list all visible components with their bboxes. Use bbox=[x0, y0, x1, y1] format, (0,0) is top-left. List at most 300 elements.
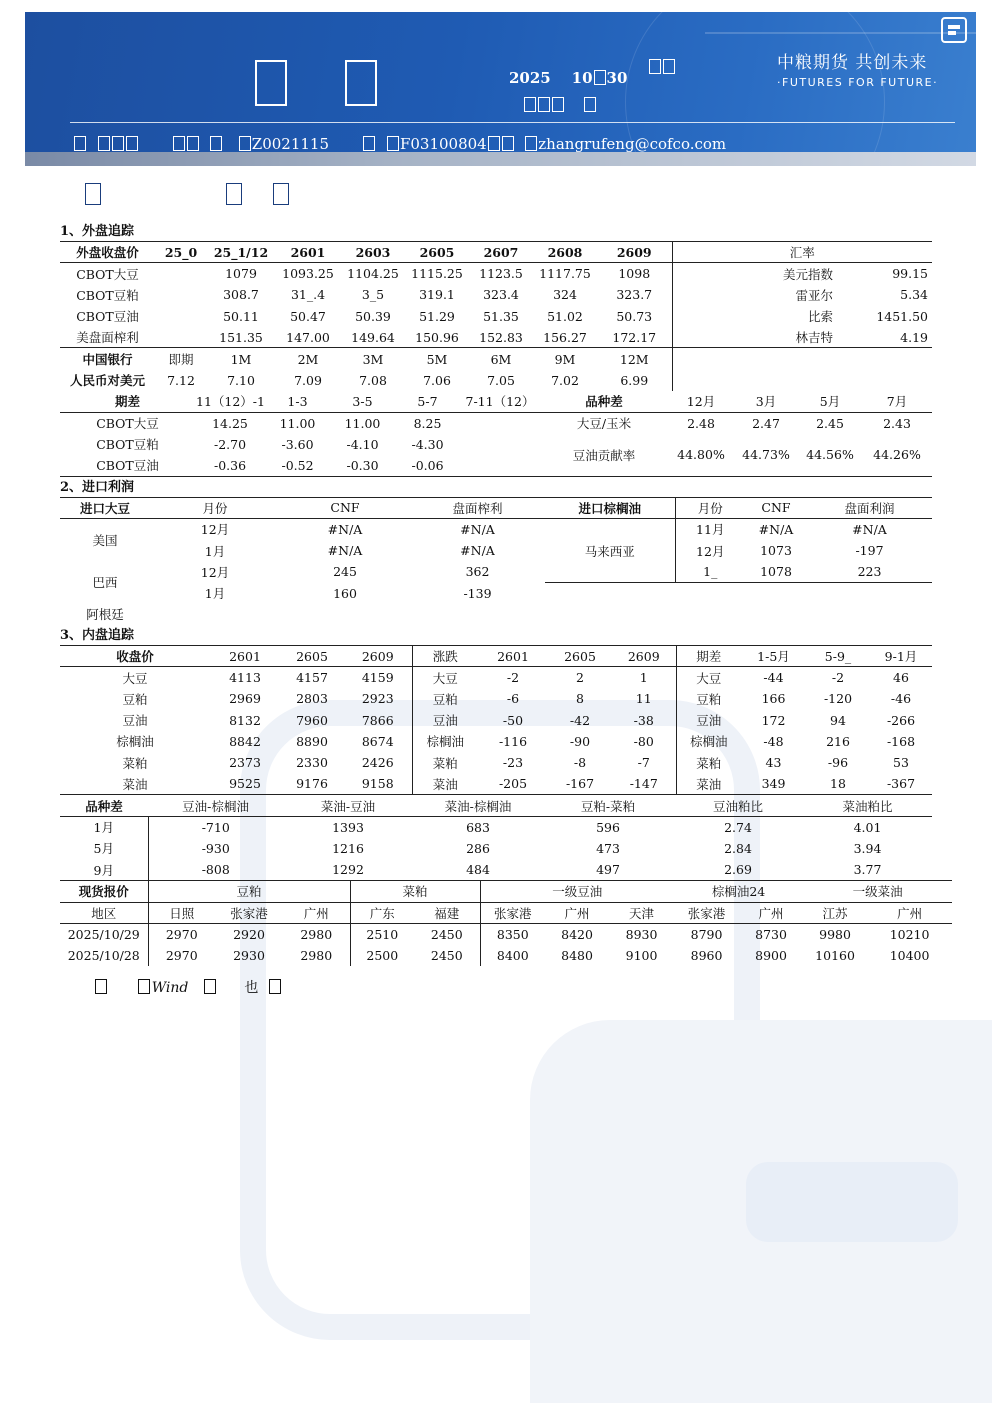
value-cell: #N/A bbox=[327, 543, 363, 558]
table-row bbox=[60, 561, 932, 582]
row-label-cell: CBOT豆油 bbox=[60, 455, 195, 476]
section-title-external: 1、外盘追踪 bbox=[60, 224, 135, 239]
row-label-cell: 豆粕 bbox=[122, 691, 148, 707]
table-row bbox=[60, 902, 952, 923]
header-divider bbox=[70, 122, 955, 123]
column-header-cell: 即期 bbox=[168, 352, 194, 368]
value-cell: -48 bbox=[763, 733, 784, 749]
column-header-cell: 菜油粕比 bbox=[803, 795, 932, 816]
qualification-number: Z0021115 bbox=[251, 135, 330, 152]
column-header-cell: 菜油-棕榈油 bbox=[413, 795, 543, 816]
value-cell: -96 bbox=[827, 755, 849, 771]
value-cell: #N/A bbox=[460, 521, 495, 537]
row-label-cell: CBOT豆粕 bbox=[76, 287, 139, 303]
column-header-cell: 3月 bbox=[734, 391, 798, 412]
value-cell: 1104.25 bbox=[347, 266, 399, 282]
row-label-cell: CBOT大豆 bbox=[96, 416, 159, 432]
value-cell: 1123.5 bbox=[479, 266, 523, 282]
fx-label-cell: 林吉特 bbox=[672, 327, 837, 348]
value-cell: -2.70 bbox=[213, 436, 247, 452]
value-cell: 7.06 bbox=[423, 372, 451, 388]
value-cell: 53 bbox=[893, 755, 909, 771]
value-cell: -139 bbox=[463, 585, 492, 601]
variety-spread-table bbox=[60, 795, 932, 880]
column-header-cell: 期差 bbox=[676, 646, 741, 667]
row-label-cell: 大豆 bbox=[122, 670, 148, 686]
value-cell: 1115.25 bbox=[411, 266, 463, 282]
column-header-cell: 广州 bbox=[867, 902, 952, 923]
column-header-cell: 涨跌 bbox=[412, 646, 478, 667]
value-cell: 473 bbox=[596, 840, 620, 856]
row-label-cell: 棕榈油 bbox=[412, 731, 478, 752]
table-row bbox=[60, 305, 932, 326]
column-header-cell: 广东 bbox=[350, 902, 414, 923]
value-cell: 1079 bbox=[225, 266, 257, 282]
value-cell: -808 bbox=[148, 859, 283, 880]
column-header-cell: 3-5 bbox=[330, 391, 395, 412]
value-cell: -42 bbox=[569, 712, 591, 728]
value-cell: 2.48 bbox=[687, 415, 715, 431]
table-row bbox=[60, 327, 932, 348]
country-cell: 巴西 bbox=[92, 575, 118, 591]
section-title-import: 2、进口利润 bbox=[60, 479, 135, 495]
table-row bbox=[60, 646, 932, 667]
report-content bbox=[60, 222, 932, 966]
column-header-cell: 收盘价 bbox=[60, 646, 210, 667]
value-cell: 166 bbox=[761, 691, 786, 707]
column-header-cell: 张家港 bbox=[480, 902, 545, 923]
value-cell: 14.25 bbox=[212, 415, 248, 431]
column-header-cell: 地区 bbox=[60, 902, 148, 923]
row-label-cell: 菜粕 bbox=[676, 752, 741, 773]
row-label-cell: 大豆 bbox=[676, 667, 741, 688]
country-cell: 阿根廷 bbox=[86, 607, 124, 623]
value-cell: 8900 bbox=[755, 947, 787, 963]
column-header-cell: 广州 bbox=[545, 902, 609, 923]
value-cell: 8790 bbox=[690, 926, 723, 942]
value-cell: 11.00 bbox=[279, 415, 316, 431]
column-header-cell: CNF bbox=[280, 497, 410, 518]
row-label-cell: CBOT豆油 bbox=[76, 309, 139, 325]
value-cell: 160 bbox=[333, 585, 357, 601]
value-cell: 7866 bbox=[361, 712, 394, 728]
value-cell: 3.77 bbox=[853, 862, 882, 878]
column-header-cell: 7-11（12） bbox=[460, 391, 540, 412]
value-cell bbox=[280, 604, 410, 625]
fx-label-cell: 美元指数 bbox=[672, 263, 837, 284]
row-label-cell: CBOT大豆 bbox=[76, 266, 139, 282]
value-cell: -0.30 bbox=[330, 455, 395, 476]
column-header-cell: 3M bbox=[362, 351, 384, 367]
column-header-cell: 2609 bbox=[612, 646, 676, 667]
value-cell: -3.60 bbox=[281, 436, 314, 452]
value-cell: 31_.4 bbox=[290, 287, 326, 303]
value-cell: 323.7 bbox=[616, 287, 653, 303]
value-cell: 2.45 bbox=[816, 415, 844, 431]
value-cell: 150.96 bbox=[405, 327, 469, 348]
column-header-cell: 11（12）-1 bbox=[195, 391, 265, 412]
value-cell: 2.84 bbox=[724, 840, 752, 856]
value-cell: 596 bbox=[596, 819, 620, 835]
value-cell: 216 bbox=[826, 733, 850, 749]
column-header-cell: 5月 bbox=[798, 391, 862, 412]
value-cell: 2803 bbox=[296, 691, 328, 707]
value-cell: 2330 bbox=[296, 755, 328, 771]
value-cell: -38 bbox=[633, 712, 654, 728]
row-label-cell: 菜粕 bbox=[412, 752, 478, 773]
value-cell: 8420 bbox=[561, 926, 593, 942]
value-cell: 172 bbox=[761, 712, 786, 728]
column-header-cell: 现货报价 bbox=[60, 881, 148, 902]
value-cell: 50.73 bbox=[616, 308, 653, 324]
column-header-cell: 25_0 bbox=[155, 242, 207, 263]
table-cell bbox=[545, 561, 675, 582]
value-cell: 2980 bbox=[300, 926, 333, 942]
value-cell: 18 bbox=[806, 773, 870, 794]
row-label-cell: 棕榈油 bbox=[676, 731, 741, 752]
value-cell: 12月 bbox=[200, 522, 230, 538]
column-header-cell: 9M bbox=[554, 351, 576, 367]
fx-value-cell: 99.15 bbox=[892, 266, 929, 282]
value-cell: 156.27 bbox=[533, 327, 597, 348]
value-cell: 8.25 bbox=[413, 415, 442, 431]
value-cell: 7.10 bbox=[227, 372, 255, 388]
value-cell: 12月 bbox=[200, 564, 230, 580]
column-header-cell: 1-3 bbox=[265, 391, 330, 412]
row-label-cell: 美盘面榨利 bbox=[60, 327, 155, 348]
column-header-cell: 1-5月 bbox=[741, 646, 806, 667]
value-cell: 1月 bbox=[204, 586, 226, 602]
table-row bbox=[60, 731, 932, 752]
table-row bbox=[60, 923, 952, 944]
value-cell bbox=[155, 263, 207, 284]
value-cell: 286 bbox=[466, 840, 490, 856]
spread-variety-table bbox=[60, 391, 932, 477]
column-group-header: 一级豆油 bbox=[480, 881, 674, 902]
row-label-cell: 豆粕 bbox=[412, 688, 478, 709]
value-cell bbox=[155, 284, 207, 305]
value-cell bbox=[460, 434, 540, 455]
title-glyph-box-2 bbox=[345, 60, 377, 106]
value-cell: 50.47 bbox=[290, 308, 326, 324]
import-profit-table bbox=[60, 497, 932, 625]
value-cell bbox=[460, 455, 540, 476]
data-source-note: Wind 也 bbox=[93, 977, 283, 997]
table-row bbox=[60, 795, 932, 816]
value-cell: 7.08 bbox=[359, 372, 387, 388]
column-header-cell: 12M bbox=[619, 351, 649, 367]
date-cell: 2025/10/29 bbox=[67, 926, 140, 942]
column-header-cell: 江苏 bbox=[803, 902, 867, 923]
table-row bbox=[60, 773, 932, 794]
fx-header-cell: 汇率 bbox=[672, 242, 932, 263]
column-group-header: 菜粕 bbox=[350, 881, 480, 902]
row-label-cell: 大豆/玉米 bbox=[576, 416, 632, 432]
value-cell: 2.69 bbox=[724, 862, 752, 878]
value-cell: -8 bbox=[573, 755, 587, 771]
column-header-cell: 2605 bbox=[548, 646, 612, 667]
column-header-cell: 福建 bbox=[414, 902, 480, 923]
value-cell: -710 bbox=[148, 816, 283, 837]
value-cell: 7.12 bbox=[167, 372, 195, 388]
column-header-cell: 张家港 bbox=[674, 902, 739, 923]
value-cell: 9980 bbox=[819, 926, 851, 942]
fx-value-cell: 5.34 bbox=[900, 287, 929, 303]
value-cell: #N/A bbox=[460, 543, 495, 558]
value-cell: 51.29 bbox=[419, 308, 455, 324]
column-header-cell: 2605 bbox=[405, 242, 469, 263]
column-header-cell: 2603 bbox=[341, 242, 405, 263]
column-group-header: 豆粕 bbox=[148, 881, 350, 902]
row-label-cell: 豆粕 bbox=[676, 688, 741, 709]
value-cell: 319.1 bbox=[419, 287, 455, 303]
banner-shadow-strip bbox=[25, 152, 976, 166]
value-cell: 4.01 bbox=[853, 819, 882, 835]
value-cell: 1093.25 bbox=[282, 266, 334, 282]
value-cell: 11.00 bbox=[344, 415, 381, 431]
column-header-cell: 2601 bbox=[478, 646, 548, 667]
table-row bbox=[60, 391, 932, 412]
table-row bbox=[60, 752, 932, 773]
column-header-cell: 2601 bbox=[210, 646, 280, 667]
table-row bbox=[60, 881, 952, 902]
value-cell: 9158 bbox=[344, 773, 412, 794]
value-cell: -266 bbox=[886, 712, 916, 728]
table-cell bbox=[545, 582, 932, 603]
value-cell bbox=[150, 604, 280, 625]
table-row bbox=[60, 519, 932, 540]
column-header-cell: 中国银行 bbox=[82, 352, 133, 368]
table-row bbox=[60, 370, 932, 391]
value-cell: 2.74 bbox=[724, 819, 752, 835]
row-label-cell: 1月 bbox=[93, 820, 114, 836]
value-cell: -23 bbox=[502, 755, 524, 771]
value-cell: 2.43 bbox=[883, 415, 911, 431]
fx-label-cell: 雷亚尔 bbox=[672, 284, 837, 305]
value-cell: -205 bbox=[478, 773, 548, 794]
value-cell: 2980 bbox=[300, 947, 333, 963]
country-cell: 美国 bbox=[92, 533, 118, 549]
column-header-cell: 25_1/12 bbox=[207, 242, 275, 263]
value-cell: 94 bbox=[830, 712, 846, 728]
column-header-cell: 广州 bbox=[739, 902, 803, 923]
value-cell: -168 bbox=[886, 733, 916, 749]
value-cell bbox=[460, 412, 540, 433]
row-label-cell: 5月 bbox=[93, 841, 114, 857]
value-cell: 497 bbox=[596, 862, 620, 878]
value-cell: -197 bbox=[855, 543, 884, 558]
value-cell: 2450 bbox=[430, 926, 463, 942]
section-title-domestic: 3、内盘追踪 bbox=[60, 628, 135, 644]
value-cell: 8730 bbox=[755, 926, 787, 942]
value-cell: 2970 bbox=[148, 945, 215, 966]
value-cell: #N/A bbox=[327, 521, 363, 537]
value-cell: 2426 bbox=[361, 755, 394, 771]
value-cell: 8400 bbox=[480, 945, 545, 966]
value-cell: -116 bbox=[498, 733, 528, 749]
practice-number: F03100804 bbox=[399, 135, 487, 152]
fx-label-cell: 比索 bbox=[672, 305, 837, 326]
column-header-cell: 6M bbox=[490, 351, 512, 367]
row-label-cell: 大豆 bbox=[412, 667, 478, 688]
value-cell: 1073 bbox=[760, 543, 792, 558]
value-cell: 2450 bbox=[430, 947, 463, 963]
row-label-cell: 豆油 bbox=[676, 709, 741, 730]
value-cell: 3_5 bbox=[361, 287, 385, 303]
value-cell: 484 bbox=[466, 862, 490, 878]
value-cell: 2500 bbox=[350, 945, 414, 966]
value-cell: 308.7 bbox=[223, 287, 259, 303]
value-cell: -0.06 bbox=[395, 455, 460, 476]
value-cell: 1292 bbox=[332, 862, 364, 878]
column-header-cell: 豆油-棕榈油 bbox=[148, 795, 283, 816]
value-cell: 152.83 bbox=[469, 327, 533, 348]
value-cell: 51.35 bbox=[483, 308, 519, 324]
table-row bbox=[60, 582, 932, 603]
table-row bbox=[60, 838, 932, 859]
value-cell: 7.05 bbox=[487, 372, 515, 388]
value-cell: 8960 bbox=[690, 947, 723, 963]
value-cell: 44.56% bbox=[798, 434, 862, 477]
column-header-cell: 月份 bbox=[675, 497, 745, 518]
column-header-cell: 2609 bbox=[597, 242, 672, 263]
value-cell: 9100 bbox=[625, 947, 658, 963]
value-cell: 2.47 bbox=[752, 415, 780, 431]
value-cell: -4.30 bbox=[411, 436, 444, 452]
value-cell: #N/A bbox=[852, 521, 887, 537]
column-header-cell: 2607 bbox=[469, 242, 533, 263]
spot-price-table bbox=[60, 880, 952, 966]
value-cell: 223 bbox=[807, 561, 932, 582]
table-cell bbox=[545, 519, 675, 540]
column-header-cell: 月份 bbox=[150, 497, 280, 518]
table-row bbox=[60, 604, 932, 625]
value-cell: 3.94 bbox=[853, 840, 882, 856]
column-header-cell: 进口棕榈油 bbox=[545, 497, 675, 518]
value-cell: 12月 bbox=[675, 540, 745, 561]
title-glyph-box-1 bbox=[255, 60, 287, 106]
table-row bbox=[60, 859, 932, 880]
value-cell: 2930 bbox=[233, 947, 265, 963]
column-header-cell: 5-7 bbox=[395, 391, 460, 412]
value-cell: 323.4 bbox=[483, 287, 519, 303]
column-header-cell: 天津 bbox=[609, 902, 674, 923]
value-cell: 245 bbox=[333, 564, 357, 580]
table-cell bbox=[545, 604, 932, 625]
row-label-cell: 9月 bbox=[93, 862, 114, 878]
value-cell: 8480 bbox=[561, 947, 593, 963]
value-cell: 2970 bbox=[148, 923, 215, 944]
table-row bbox=[60, 434, 932, 455]
value-cell: 4159 bbox=[361, 670, 394, 686]
value-cell: 8 bbox=[576, 691, 584, 707]
value-cell: -2 bbox=[506, 670, 520, 686]
fx-value-cell: 4.19 bbox=[837, 327, 932, 348]
boc-fx-table bbox=[60, 348, 932, 391]
column-header-cell: 2605 bbox=[280, 646, 344, 667]
value-cell: 44.73% bbox=[734, 434, 798, 477]
value-cell: 6.99 bbox=[620, 372, 649, 388]
row-label-cell: 菜油 bbox=[60, 773, 210, 794]
row-label-cell: 菜粕 bbox=[122, 755, 148, 771]
fx-value-cell: 1451.50 bbox=[876, 308, 929, 324]
value-cell: 44.26% bbox=[862, 434, 932, 477]
value-cell: 50.11 bbox=[223, 308, 259, 324]
analyst-email: zhangrufeng@cofco.com bbox=[538, 135, 727, 152]
value-cell: 149.64 bbox=[341, 327, 405, 348]
value-cell: 147.00 bbox=[275, 327, 341, 348]
domestic-close-table bbox=[60, 645, 932, 795]
value-cell: -167 bbox=[548, 773, 612, 794]
country-cell: 马来西亚 bbox=[584, 543, 635, 559]
value-cell: 2510 bbox=[350, 923, 414, 944]
value-cell: 2969 bbox=[229, 691, 261, 707]
table-cell bbox=[672, 370, 932, 391]
table-row bbox=[60, 263, 932, 284]
column-header-cell: 菜油-豆油 bbox=[283, 795, 413, 816]
table-row bbox=[60, 348, 932, 369]
column-header-cell: 7月 bbox=[862, 391, 932, 412]
value-cell: 43 bbox=[765, 755, 782, 771]
value-cell: 362 bbox=[465, 564, 490, 580]
value-cell: -930 bbox=[148, 838, 283, 859]
value-cell: 4157 bbox=[296, 670, 328, 686]
column-header-cell: 豆油粕比 bbox=[673, 795, 803, 816]
value-cell: 8890 bbox=[296, 733, 328, 749]
row-label-cell: 菜油 bbox=[676, 773, 741, 794]
table-row bbox=[60, 540, 932, 561]
table-row bbox=[60, 242, 932, 263]
table-row bbox=[60, 667, 932, 688]
value-cell: 1117.75 bbox=[539, 266, 591, 282]
column-header-cell: 2601 bbox=[275, 242, 341, 263]
value-cell: 11 bbox=[635, 691, 652, 707]
value-cell: 1098 bbox=[618, 266, 651, 282]
column-header-cell: 2M bbox=[297, 351, 319, 367]
value-cell: 10160 bbox=[815, 947, 855, 963]
column-header-cell: 盘面利润 bbox=[807, 497, 932, 518]
value-cell: 8842 bbox=[229, 733, 261, 749]
value-cell: -46 bbox=[890, 691, 912, 707]
value-cell: 1216 bbox=[332, 840, 364, 856]
header-banner bbox=[25, 12, 976, 152]
column-header-cell: 品种差 bbox=[540, 391, 668, 412]
value-cell: -7 bbox=[637, 755, 650, 771]
value-cell: -2 bbox=[831, 670, 845, 686]
value-cell: 1393 bbox=[332, 819, 364, 835]
column-header-cell: 张家港 bbox=[215, 902, 283, 923]
value-cell: -147 bbox=[612, 773, 676, 794]
value-cell: 172.17 bbox=[597, 327, 672, 348]
value-cell: -0.36 bbox=[195, 455, 265, 476]
value-cell: 10210 bbox=[889, 926, 930, 942]
value-cell: 7960 bbox=[296, 712, 328, 728]
value-cell: -0.52 bbox=[265, 455, 330, 476]
table-row bbox=[60, 284, 932, 305]
row-label-cell: 菜油 bbox=[412, 773, 478, 794]
column-group-header: 棕榈油24 bbox=[674, 881, 803, 902]
value-cell: 8930 bbox=[625, 926, 658, 942]
background-tile-decoration bbox=[746, 1162, 958, 1242]
value-cell bbox=[155, 327, 207, 348]
value-cell: 9176 bbox=[280, 773, 344, 794]
value-cell: -80 bbox=[633, 733, 654, 749]
date-suffix-glyphs bbox=[649, 59, 675, 78]
column-header-cell: 5M bbox=[426, 351, 448, 367]
row-label-cell: 豆油贡献率 bbox=[540, 434, 668, 477]
column-header-cell: 9-1月 bbox=[870, 646, 932, 667]
column-group-header: 一级菜油 bbox=[803, 881, 952, 902]
